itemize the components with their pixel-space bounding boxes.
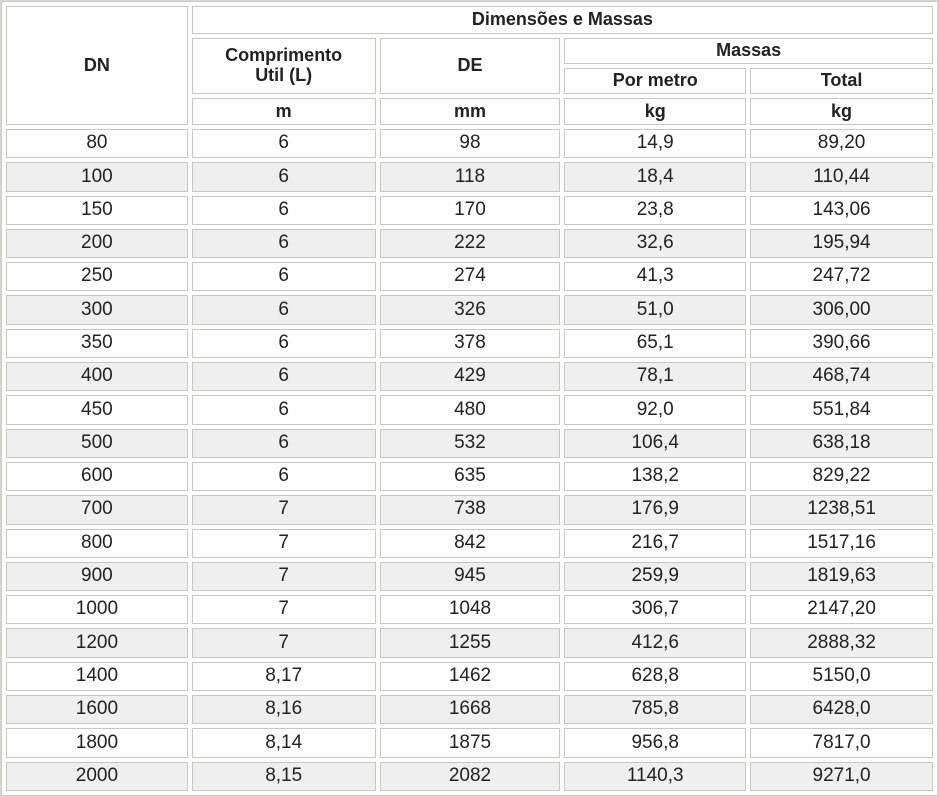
table-row xyxy=(6,662,933,691)
table-row xyxy=(6,162,933,191)
cell-total: 9271,0 xyxy=(750,762,933,791)
cell-dn: 350 xyxy=(6,329,188,358)
header-comprimento-line2: Util (L) xyxy=(255,65,313,85)
dimensions-table xyxy=(1,1,938,796)
table-row xyxy=(6,462,933,491)
cell-dn: 800 xyxy=(6,529,188,558)
cell-de: 480 xyxy=(380,395,561,424)
table-row xyxy=(6,495,933,524)
cell-de: 2082 xyxy=(380,762,561,791)
cell-por-metro: 78,1 xyxy=(564,362,746,391)
cell-total: 2147,20 xyxy=(750,595,933,624)
cell-dn: 2000 xyxy=(6,762,188,791)
cell-total: 247,72 xyxy=(750,262,933,291)
cell-total: 2888,32 xyxy=(750,628,933,657)
unit-de: mm xyxy=(380,98,561,125)
cell-de: 1668 xyxy=(380,695,561,724)
table-row xyxy=(6,728,933,757)
cell-comprimento: 7 xyxy=(192,495,376,524)
cell-dn: 80 xyxy=(6,129,188,158)
cell-dn: 700 xyxy=(6,495,188,524)
cell-dn: 500 xyxy=(6,429,188,458)
cell-total: 143,06 xyxy=(750,196,933,225)
cell-por-metro: 412,6 xyxy=(564,628,746,657)
cell-total: 1819,63 xyxy=(750,562,933,591)
table-row xyxy=(6,529,933,558)
table-row xyxy=(6,262,933,291)
cell-por-metro: 18,4 xyxy=(564,162,746,191)
cell-por-metro: 956,8 xyxy=(564,728,746,757)
cell-de: 429 xyxy=(380,362,561,391)
cell-de: 378 xyxy=(380,329,561,358)
cell-total: 306,00 xyxy=(750,295,933,324)
cell-total: 1238,51 xyxy=(750,495,933,524)
cell-por-metro: 92,0 xyxy=(564,395,746,424)
cell-comprimento: 6 xyxy=(192,162,376,191)
cell-comprimento: 6 xyxy=(192,295,376,324)
cell-de: 842 xyxy=(380,529,561,558)
cell-comprimento: 6 xyxy=(192,462,376,491)
cell-comprimento: 6 xyxy=(192,129,376,158)
cell-de: 222 xyxy=(380,229,561,258)
cell-comprimento: 6 xyxy=(192,329,376,358)
cell-de: 274 xyxy=(380,262,561,291)
cell-por-metro: 32,6 xyxy=(564,229,746,258)
cell-comprimento: 6 xyxy=(192,229,376,258)
cell-dn: 1200 xyxy=(6,628,188,657)
header-group-title: Dimensões e Massas xyxy=(192,6,933,34)
cell-comprimento: 7 xyxy=(192,595,376,624)
cell-comprimento: 6 xyxy=(192,262,376,291)
cell-total: 829,22 xyxy=(750,462,933,491)
cell-por-metro: 41,3 xyxy=(564,262,746,291)
cell-por-metro: 259,9 xyxy=(564,562,746,591)
table-row xyxy=(6,762,933,791)
cell-dn: 1600 xyxy=(6,695,188,724)
cell-comprimento: 8,14 xyxy=(192,728,376,757)
cell-por-metro: 51,0 xyxy=(564,295,746,324)
cell-total: 110,44 xyxy=(750,162,933,191)
cell-por-metro: 14,9 xyxy=(564,129,746,158)
cell-de: 738 xyxy=(380,495,561,524)
cell-dn: 450 xyxy=(6,395,188,424)
header-massas: Massas xyxy=(564,38,933,64)
cell-total: 390,66 xyxy=(750,329,933,358)
cell-total: 89,20 xyxy=(750,129,933,158)
cell-de: 532 xyxy=(380,429,561,458)
cell-dn: 600 xyxy=(6,462,188,491)
cell-comprimento: 6 xyxy=(192,395,376,424)
header-total: Total xyxy=(750,68,933,94)
header-comprimento xyxy=(192,38,376,94)
cell-dn: 400 xyxy=(6,362,188,391)
cell-de: 1048 xyxy=(380,595,561,624)
cell-dn: 100 xyxy=(6,162,188,191)
cell-dn: 1400 xyxy=(6,662,188,691)
table-row xyxy=(6,695,933,724)
cell-por-metro: 23,8 xyxy=(564,196,746,225)
cell-dn: 1800 xyxy=(6,728,188,757)
cell-comprimento: 7 xyxy=(192,529,376,558)
cell-comprimento: 6 xyxy=(192,196,376,225)
table-row xyxy=(6,362,933,391)
cell-de: 1875 xyxy=(380,728,561,757)
table-row xyxy=(6,329,933,358)
cell-total: 468,74 xyxy=(750,362,933,391)
cell-total: 7817,0 xyxy=(750,728,933,757)
table-row xyxy=(6,395,933,424)
cell-de: 118 xyxy=(380,162,561,191)
unit-comprimento: m xyxy=(192,98,376,125)
cell-de: 1462 xyxy=(380,662,561,691)
cell-de: 170 xyxy=(380,196,561,225)
cell-por-metro: 106,4 xyxy=(564,429,746,458)
cell-total: 6428,0 xyxy=(750,695,933,724)
cell-total: 1517,16 xyxy=(750,529,933,558)
table-row xyxy=(6,595,933,624)
cell-comprimento: 7 xyxy=(192,562,376,591)
cell-dn: 150 xyxy=(6,196,188,225)
cell-dn: 300 xyxy=(6,295,188,324)
table-row xyxy=(6,229,933,258)
cell-por-metro: 138,2 xyxy=(564,462,746,491)
unit-por-metro: kg xyxy=(564,98,746,125)
table-row xyxy=(6,628,933,657)
cell-por-metro: 306,7 xyxy=(564,595,746,624)
cell-total: 638,18 xyxy=(750,429,933,458)
cell-comprimento: 6 xyxy=(192,362,376,391)
cell-total: 5150,0 xyxy=(750,662,933,691)
header-por-metro: Por metro xyxy=(564,68,746,94)
header-de: DE xyxy=(380,38,561,94)
cell-dn: 1000 xyxy=(6,595,188,624)
header-comprimento-line1: Comprimento xyxy=(225,45,343,66)
unit-total: kg xyxy=(750,98,933,125)
cell-por-metro: 785,8 xyxy=(564,695,746,724)
cell-dn: 250 xyxy=(6,262,188,291)
table-header xyxy=(6,6,933,125)
cell-por-metro: 1140,3 xyxy=(564,762,746,791)
header-dn: DN xyxy=(6,6,188,125)
table-row xyxy=(6,196,933,225)
cell-de: 98 xyxy=(380,129,561,158)
table-body xyxy=(6,129,933,791)
cell-de: 945 xyxy=(380,562,561,591)
table-row xyxy=(6,295,933,324)
cell-comprimento: 8,15 xyxy=(192,762,376,791)
cell-de: 1255 xyxy=(380,628,561,657)
table-row xyxy=(6,129,933,158)
cell-de: 635 xyxy=(380,462,561,491)
cell-por-metro: 65,1 xyxy=(564,329,746,358)
cell-por-metro: 176,9 xyxy=(564,495,746,524)
cell-comprimento: 7 xyxy=(192,628,376,657)
cell-dn: 900 xyxy=(6,562,188,591)
cell-de: 326 xyxy=(380,295,561,324)
cell-comprimento: 8,17 xyxy=(192,662,376,691)
cell-dn: 200 xyxy=(6,229,188,258)
table-row xyxy=(6,429,933,458)
cell-por-metro: 628,8 xyxy=(564,662,746,691)
cell-comprimento: 6 xyxy=(192,429,376,458)
cell-comprimento: 8,16 xyxy=(192,695,376,724)
cell-por-metro: 216,7 xyxy=(564,529,746,558)
cell-total: 195,94 xyxy=(750,229,933,258)
table-row xyxy=(6,562,933,591)
cell-total: 551,84 xyxy=(750,395,933,424)
